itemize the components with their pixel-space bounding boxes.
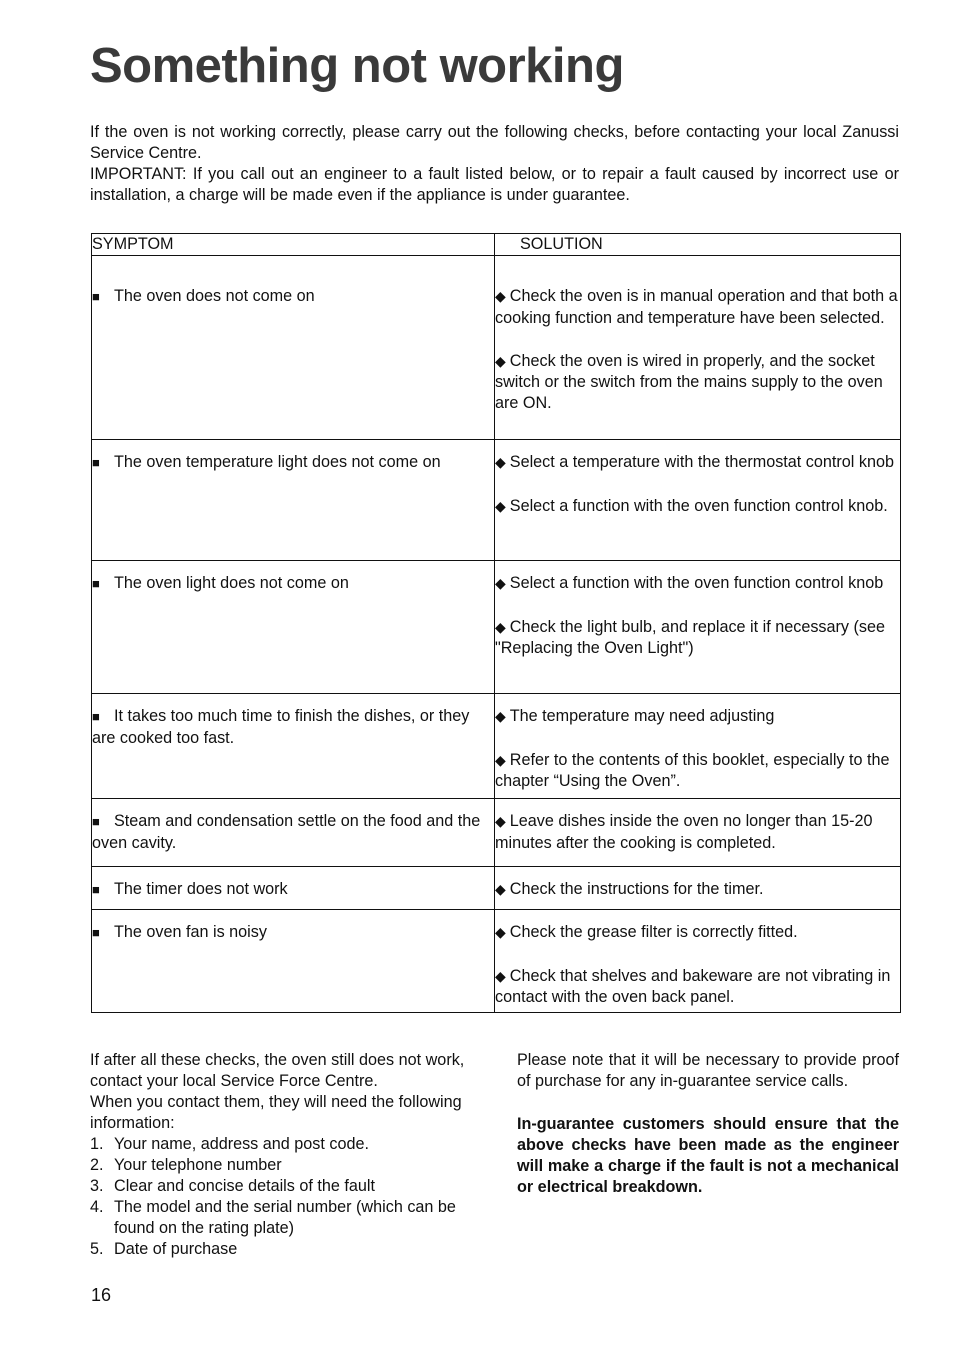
symptom-text: The oven light does not come on — [114, 574, 349, 593]
solution-item — [495, 286, 900, 329]
information-list — [90, 1134, 475, 1260]
table-row — [92, 910, 901, 1013]
list-number: 5. — [90, 1240, 104, 1258]
symptom-text: The oven does not come on — [114, 287, 315, 306]
square-bullet-icon: ■ — [92, 576, 100, 592]
solution-text: Check that shelves and bakeware are not vibrating in contact with the oven back panel. — [495, 966, 891, 1006]
solution-cell — [495, 561, 901, 694]
solution-cell — [495, 256, 901, 440]
solution-item — [495, 496, 900, 517]
proof-of-purchase-text: Please note that it will be necessary to provide proof of purchase for any in-guarantee service calls. — [517, 1051, 899, 1090]
diamond-bullet-icon: ◆ — [495, 924, 506, 941]
square-bullet-icon: ■ — [92, 289, 100, 305]
square-bullet-icon: ■ — [92, 814, 100, 830]
diamond-bullet-icon: ◆ — [495, 708, 506, 725]
solution-text: Leave dishes inside the oven no longer than 15-20 minutes after the cooking is completed. — [495, 812, 873, 852]
troubleshooting-table — [91, 233, 901, 1013]
solution-cell — [495, 799, 901, 867]
guarantee-note — [517, 1050, 899, 1198]
list-item — [90, 1239, 475, 1260]
solution-item — [495, 617, 900, 660]
solution-item — [495, 811, 900, 854]
intro-paragraph: If the oven is not working correctly, please carry out the following checks, before contacting your local Zanussi Service Centre. — [90, 123, 899, 162]
list-text: Clear and concise details of the fault — [114, 1177, 375, 1195]
list-number: 4. — [90, 1198, 104, 1216]
list-number: 2. — [90, 1156, 104, 1174]
table-header-row — [92, 234, 901, 256]
diamond-bullet-icon: ◆ — [495, 352, 506, 369]
diamond-bullet-icon: ◆ — [495, 288, 506, 305]
solution-cell — [495, 910, 901, 1013]
solution-item — [495, 573, 900, 594]
symptom-cell — [92, 799, 495, 867]
list-text: Your name, address and post code. — [114, 1135, 369, 1153]
table-row — [92, 561, 901, 694]
table-row — [92, 799, 901, 867]
diamond-bullet-icon: ◆ — [495, 967, 506, 984]
symptom-cell — [92, 256, 495, 440]
important-paragraph: IMPORTANT: If you call out an engineer to a fault listed below, or to repair a fault caused by incorrect use or installation, a charge will be made even if the appliance is under guarantee. — [90, 165, 899, 204]
page-number: 16 — [91, 1285, 112, 1305]
table-row — [92, 256, 901, 440]
diamond-bullet-icon: ◆ — [495, 813, 506, 830]
square-bullet-icon: ■ — [92, 455, 100, 471]
list-text: Your telephone number — [114, 1156, 282, 1174]
solution-text: Select a temperature with the thermostat control knob — [509, 453, 894, 472]
page-title: Something not working — [90, 39, 624, 93]
square-bullet-icon: ■ — [92, 925, 100, 941]
diamond-bullet-icon: ◆ — [495, 618, 506, 635]
solution-text: Refer to the contents of this booklet, especially to the chapter “Using the Oven”. — [495, 750, 890, 790]
list-item — [90, 1155, 475, 1176]
solution-text: Select a function with the oven function control knob — [509, 574, 884, 593]
symptom-cell — [92, 910, 495, 1013]
after-checks-text: If after all these checks, the oven still does not work, contact your local Service Force Centre. — [90, 1051, 465, 1090]
table-row — [92, 867, 901, 910]
symptom-cell — [92, 867, 495, 910]
list-number: 3. — [90, 1177, 104, 1195]
diamond-bullet-icon: ◆ — [495, 751, 506, 768]
square-bullet-icon: ■ — [92, 709, 100, 725]
symptom-header: SYMPTOM — [92, 234, 495, 256]
symptom-text: It takes too much time to finish the dishes, or they are cooked too fast. — [92, 707, 470, 747]
solution-text: Check the oven is in manual operation and that both a cooking function and temperature have been selected. — [495, 287, 898, 327]
solution-cell — [495, 694, 901, 799]
list-number: 1. — [90, 1135, 104, 1153]
table-row — [92, 694, 901, 799]
symptom-cell — [92, 440, 495, 561]
list-item — [90, 1197, 475, 1239]
in-guarantee-warning: In-guarantee customers should ensure that the above checks have been made as the engineer will make a charge if the fault is not a mechanical or electrical breakdown. — [517, 1115, 899, 1196]
list-item — [90, 1176, 475, 1197]
diamond-bullet-icon: ◆ — [495, 575, 506, 592]
symptom-text: The oven fan is noisy — [114, 923, 267, 942]
diamond-bullet-icon: ◆ — [495, 881, 506, 898]
table-row — [92, 440, 901, 561]
solution-text: Check the grease filter is correctly fitted. — [509, 923, 798, 942]
contact-info-text: When you contact them, they will need the following information: — [90, 1093, 462, 1132]
service-contact-info — [90, 1050, 475, 1260]
solution-item — [495, 452, 900, 473]
diamond-bullet-icon: ◆ — [495, 497, 506, 514]
solution-text: The temperature may need adjusting — [509, 707, 775, 726]
symptom-text: The timer does not work — [114, 880, 288, 899]
square-bullet-icon: ■ — [92, 882, 100, 898]
diamond-bullet-icon: ◆ — [495, 454, 506, 471]
list-item — [90, 1134, 475, 1155]
solution-item — [495, 351, 900, 415]
symptom-text: The oven temperature light does not come on — [114, 453, 441, 472]
solution-cell — [495, 867, 901, 910]
solution-cell — [495, 440, 901, 561]
solution-header: SOLUTION — [495, 234, 901, 256]
solution-item — [495, 922, 900, 943]
intro-text — [90, 122, 899, 206]
list-text: Date of purchase — [114, 1240, 238, 1258]
solution-item — [495, 750, 900, 793]
solution-text: Check the oven is wired in properly, and the socket switch or the switch from the mains supply to the oven are ON. — [495, 351, 883, 413]
solution-text: Check the instructions for the timer. — [509, 880, 764, 899]
symptom-cell — [92, 561, 495, 694]
symptom-cell — [92, 694, 495, 799]
list-text: The model and the serial number (which can be found on the rating plate) — [114, 1198, 456, 1237]
symptom-text: Steam and condensation settle on the food and the oven cavity. — [92, 812, 481, 852]
solution-text: Select a function with the oven function control knob. — [509, 496, 888, 515]
solution-item — [495, 706, 900, 727]
solution-item — [495, 879, 900, 900]
solution-item — [495, 966, 900, 1009]
solution-text: Check the light bulb, and replace it if necessary (see "Replacing the Oven Light") — [495, 617, 885, 657]
